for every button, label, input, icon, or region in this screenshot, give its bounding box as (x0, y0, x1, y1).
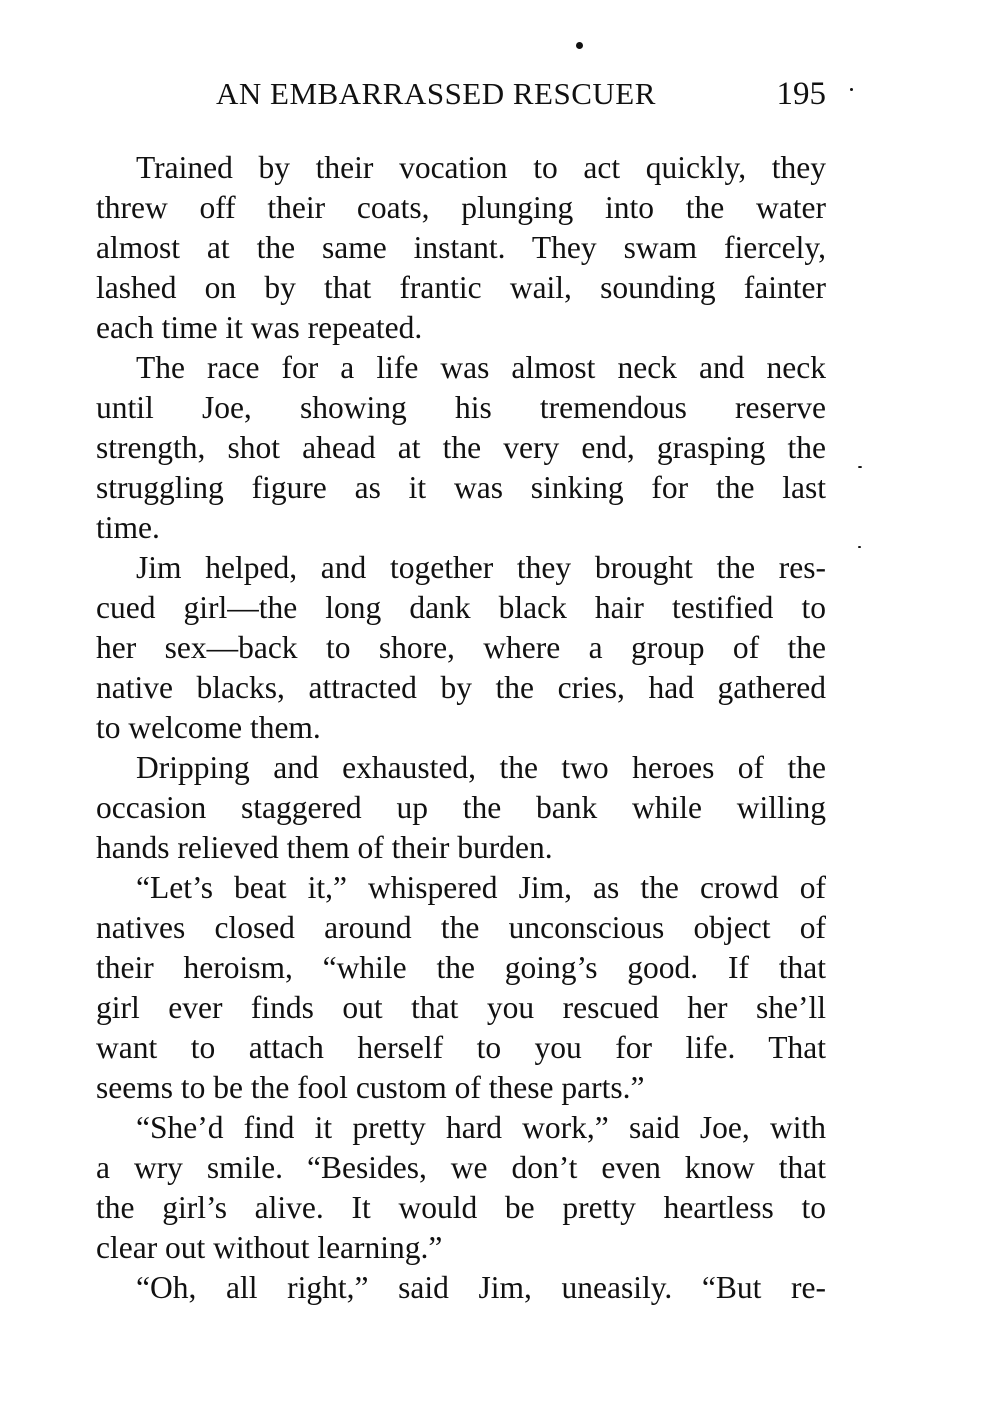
text-line: struggling figure as it was sinking for the last (96, 470, 826, 505)
text-line: seems to be the fool custom of these parts.” (96, 1070, 645, 1105)
page-number: 195 (776, 76, 826, 112)
text-line: until Joe, showing his tremendous reserve (96, 390, 826, 425)
text-line: threw off their coats, plunging into the water (96, 190, 826, 225)
text-line: Dripping and exhausted, the two heroes of the (136, 750, 826, 785)
text-line: hands relieved them of their burden. (96, 830, 553, 865)
text-line: want to attach herself to you for life. That (96, 1030, 826, 1065)
text-line: Jim helped, and together they brought the res- (136, 550, 826, 585)
text-line: the girl’s alive. It would be pretty heartless to (96, 1190, 826, 1225)
paragraph (96, 348, 826, 548)
text-line: native blacks, attracted by the cries, had gathered (96, 670, 826, 705)
paragraph (96, 148, 826, 348)
text-line: a wry smile. “Besides, we don’t even know that (96, 1150, 826, 1185)
paragraph (96, 1108, 826, 1268)
paragraph (96, 748, 826, 868)
text-line: girl ever finds out that you rescued her she’ll (96, 990, 826, 1025)
text-line: strength, shot ahead at the very end, grasping the (96, 430, 826, 465)
print-speck (850, 88, 853, 91)
body-text (96, 148, 826, 1308)
text-line: her sex—back to shore, where a group of the (96, 630, 826, 665)
text-line: each time it was repeated. (96, 310, 423, 345)
paragraph (96, 548, 826, 748)
text-line: cued girl—the long dank black hair testified to (96, 590, 826, 625)
text-line: Trained by their vocation to act quickly, they (136, 150, 826, 185)
text-line: their heroism, “while the going’s good. If that (96, 950, 826, 985)
text-line: “She’d find it pretty hard work,” said Joe, with (136, 1110, 826, 1145)
text-line: time. (96, 510, 160, 545)
text-line: “Let’s beat it,” whispered Jim, as the crowd of (136, 870, 826, 905)
text-line: almost at the same instant. They swam fiercely, (96, 230, 826, 265)
print-speck (576, 42, 583, 49)
print-speck (858, 546, 861, 548)
running-head: AN EMBARRASSED RESCUER (216, 76, 656, 111)
print-speck (858, 466, 862, 468)
text-line: clear out without learning.” (96, 1230, 443, 1265)
text-line: lashed on by that frantic wail, sounding fainter (96, 270, 826, 305)
text-line: “Oh, all right,” said Jim, uneasily. “But re- (136, 1270, 826, 1305)
text-line: occasion staggered up the bank while willing (96, 790, 826, 825)
text-line: The race for a life was almost neck and neck (136, 350, 826, 385)
paragraph (96, 868, 826, 1108)
paragraph (96, 1268, 826, 1308)
text-line: to welcome them. (96, 710, 321, 745)
text-line: natives closed around the unconscious object of (96, 910, 826, 945)
page-header (96, 76, 826, 120)
